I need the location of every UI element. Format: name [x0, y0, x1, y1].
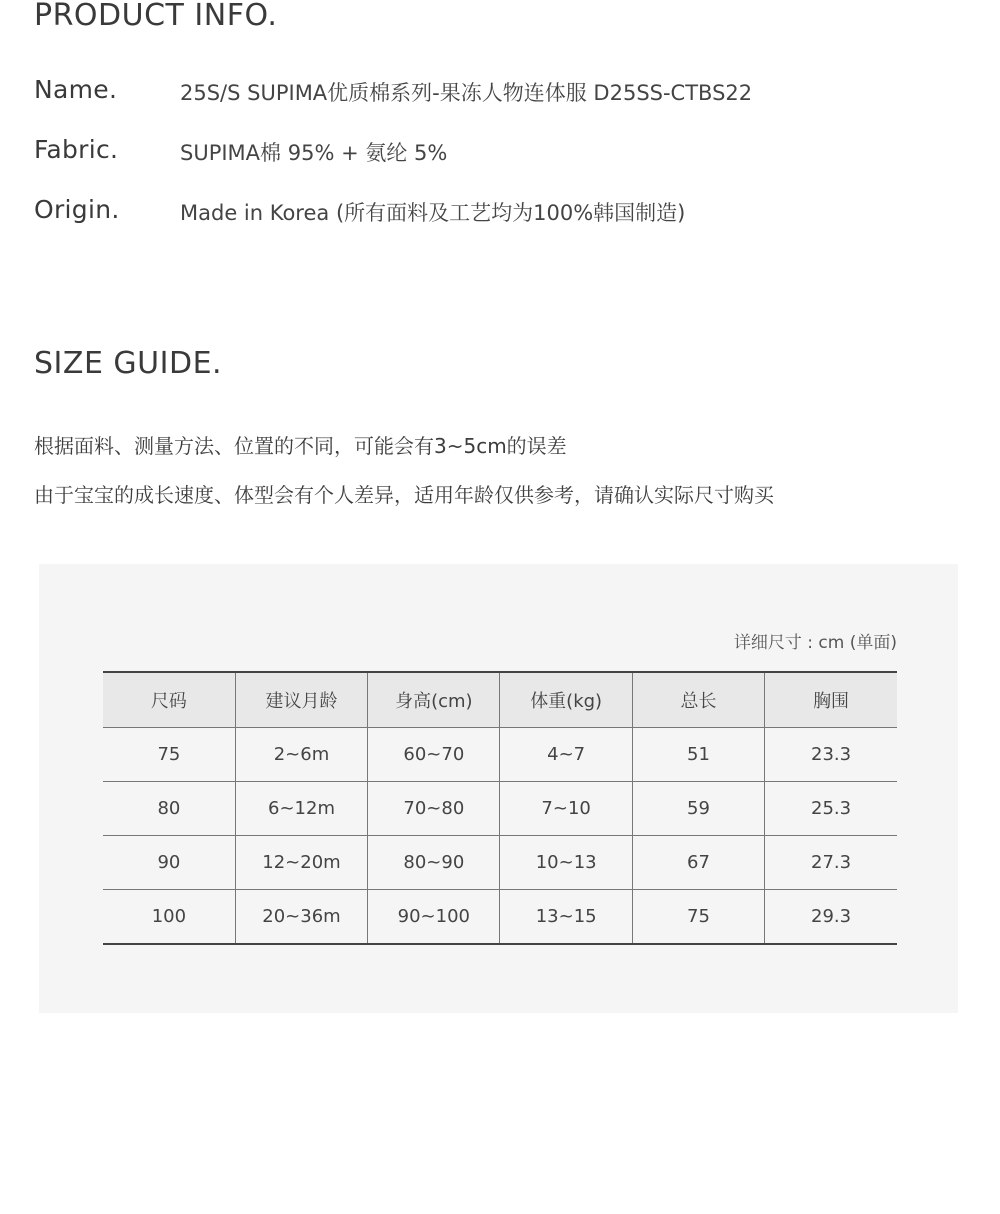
header-weight: 体重(kg) [500, 672, 632, 728]
table-header-row [103, 672, 897, 728]
size-table [103, 671, 897, 945]
unit-note: 详细尺寸 : cm (单面) [733, 633, 897, 653]
table-row [103, 728, 897, 782]
name-value: 25S/S SUPIMA优质棉系列-果冻人物连体服 D25SS-CTBS22 [180, 81, 753, 105]
table-cell: 59 [632, 782, 764, 836]
header-total-length: 总长 [632, 672, 764, 728]
table-cell: 7~10 [500, 782, 632, 836]
table-cell: 13~15 [500, 890, 632, 945]
product-info-title: PRODUCT INFO. [34, 0, 278, 33]
table-cell: 20~36m [235, 890, 367, 945]
table-cell: 4~7 [500, 728, 632, 782]
table-cell: 2~6m [235, 728, 367, 782]
table-cell: 67 [632, 836, 764, 890]
name-label: Name. [34, 75, 118, 104]
table-row [103, 890, 897, 945]
table-cell: 75 [632, 890, 764, 945]
table-cell: 90 [103, 836, 235, 890]
size-note-tolerance: 根据面料、测量方法、位置的不同，可能会有3~5cm的误差 [34, 434, 567, 458]
table-cell: 12~20m [235, 836, 367, 890]
table-row [103, 782, 897, 836]
fabric-value: SUPIMA棉 95% + 氨纶 5% [180, 141, 448, 165]
table-cell: 100 [103, 890, 235, 945]
info-row-origin [34, 195, 974, 229]
table-cell: 90~100 [368, 890, 500, 945]
table-cell: 25.3 [765, 782, 897, 836]
header-chest: 胸围 [765, 672, 897, 728]
table-cell: 51 [632, 728, 764, 782]
table-cell: 10~13 [500, 836, 632, 890]
table-cell: 80 [103, 782, 235, 836]
info-row-name [34, 75, 974, 109]
fabric-label: Fabric. [34, 135, 119, 164]
size-guide-title: SIZE GUIDE. [34, 346, 223, 381]
table-cell: 70~80 [368, 782, 500, 836]
origin-label: Origin. [34, 195, 120, 224]
origin-value: Made in Korea (所有面料及工艺均为100%韩国制造) [180, 201, 686, 225]
table-cell: 29.3 [765, 890, 897, 945]
header-age: 建议月龄 [235, 672, 367, 728]
table-cell: 23.3 [765, 728, 897, 782]
table-cell: 80~90 [368, 836, 500, 890]
header-height: 身高(cm) [368, 672, 500, 728]
size-table-panel [39, 564, 958, 1013]
size-note-age-reference: 由于宝宝的成长速度、体型会有个人差异，适用年龄仅供参考，请确认实际尺寸购买 [34, 483, 774, 507]
table-row [103, 836, 897, 890]
table-cell: 60~70 [368, 728, 500, 782]
table-cell: 6~12m [235, 782, 367, 836]
table-cell: 27.3 [765, 836, 897, 890]
table-cell: 75 [103, 728, 235, 782]
info-row-fabric [34, 135, 974, 169]
header-size: 尺码 [103, 672, 235, 728]
